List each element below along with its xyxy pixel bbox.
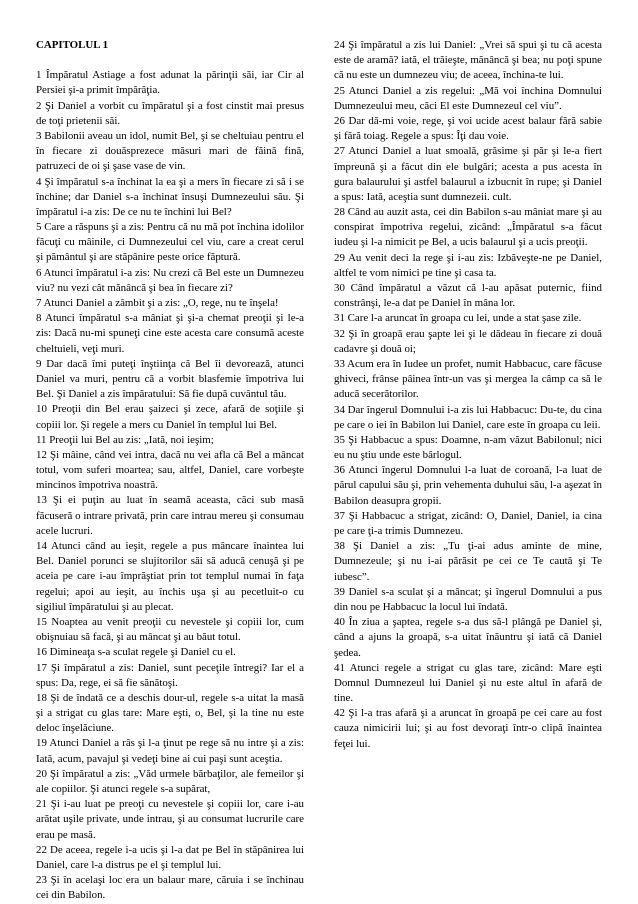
verse-paragraph: 35 Şi Habbacuc a spus: Doamne, n-am văzut Babilonul; nici eu nu ştiu unde este bârlogul.: [334, 433, 602, 462]
verse-paragraph: 16 Dimineaţa s-a sculat regele şi Daniel cu el.: [36, 646, 236, 659]
verse-paragraph: 39 Daniel s-a sculat şi a mâncat; şi îngerul Domnului a pus din nou pe Habbacuc la locul lui îndată.: [334, 585, 602, 613]
verse-paragraph: 7 Atunci Daniel a zâmbit şi a zis: „O, rege, nu te înşela!: [36, 297, 279, 309]
verse-paragraph: 42 Şi l-a tras afară şi a aruncat în groapă pe cei care au fost cauza nimicirii lui; şi au fost devoraţi într-o clipă înaintea feţei lui.: [334, 707, 602, 750]
verse-paragraph: 28 Când au auzit asta, cei din Babilon s-au mâniat mare şi au conspirat împotriva regelui, zicând: „Împăratul s-a făcut iudeu şi l-a nimicit pe Bel, a ucis balaurul şi a ucis preoţii.: [334, 206, 602, 249]
verse-paragraph: 29 Au venit deci la rege şi i-au zis: Izbăveşte-ne pe Daniel, altfel te vom nimici pe tine şi casa ta.: [334, 251, 602, 279]
verse-paragraph: 10 Preoţii din Bel erau şaizeci şi zece, afară de soţiile şi copiii lor. Şi regele a mers cu Daniel în templul lui Bel.: [36, 403, 304, 431]
verse-paragraph: 19 Atunci Daniel a râs şi l-a ţinut pe rege să nu intre şi a zis: Iată, acum, pavajul şi vedeţi bine ai cui paşi sunt aceştia.: [36, 737, 304, 765]
verse-paragraph: 23 Şi în acelaşi loc era un balaur mare, căruia i se închinau cei din Babilon.: [36, 874, 304, 902]
verse-paragraph: 37 Şi Habbacuc a strigat, zicând: O, Daniel, Daniel, ia cina pe care ţi-a trimis Dumnezeu.: [334, 509, 602, 537]
verse-paragraph: 4 Şi împăratul s-a închinat la ea şi a mers în fiecare zi să i se închine; dar Daniel s-a închinat însuşi Dumnezeului său. Şi împăratul i-a zis: De ce nu te închini lui Bel?: [36, 175, 304, 218]
verse-paragraph: 20 Şi împăratul a zis: „Văd urmele bărbaţilor, ale femeilor şi ale copiilor. Şi atunci regele s-a supărat,: [36, 767, 304, 795]
document-page: [36, 38, 602, 902]
verse-paragraph: 36 Atunci îngerul Domnului l-a luat de coroană, l-a luat de părul capului său şi, prin vehementa duhului său, l-a aşezat în Babilon deasupra gropii.: [334, 464, 602, 507]
chapter-title: CAPITOLUL 1: [36, 39, 109, 51]
left-verse-list: [36, 68, 304, 903]
verse-paragraph: 2 Şi Daniel a vorbit cu împăratul şi a fost cinstit mai presus de toţi prietenii săi.: [36, 99, 304, 127]
verse-paragraph: 17 Şi împăratul a zis: Daniel, sunt peceţile întregi? Iar el a spus: Da, rege, ei să fie sănătoşi.: [36, 661, 304, 689]
verse-paragraph: 12 Şi mâine, când vei intra, dacă nu vei afla că Bel a mâncat totul, vom suferi moartea; sau, altfel, Daniel, care vorbeşte mincinos împotriva noastră.: [36, 448, 304, 492]
verse-paragraph: 22 De aceea, regele i-a ucis şi l-a dat pe Bel în stăpânirea lui Daniel, care l-a distrus pe el şi templul lui.: [36, 843, 304, 871]
verse-paragraph: 41 Atunci regele a strigat cu glas tare, zicând: Mare eşti Domnul Dumnezeul lui Daniel şi nu este altul în afară de tine.: [334, 661, 602, 705]
verse-paragraph: 18 Şi de îndată ce a deschis dour-ul, regele s-a uitat la masă şi a strigat cu glas tare: Mare eşti, o, Bel, şi la tine nu este deloc înşelăciune.: [36, 691, 304, 735]
verse-paragraph: 30 Când împăratul a văzut că l-au apăsat puternic, fiind constrânşi, le-a dat pe Daniel în mâna lor.: [334, 282, 602, 310]
verse-paragraph: 31 Care l-a aruncat în groapa cu lei, unde a stat şase zile.: [334, 312, 582, 325]
verse-paragraph: 9 Dar dacă îmi puteţi înştiinţa că Bel îi devorează, atunci Daniel va muri, pentru că a vorbit blasfemie împotriva lui Bel. Şi Daniel a zis împăratului: Să fie după cuvântul tău.: [36, 357, 304, 401]
verse-paragraph: 13 Şi ei puţin au luat în seamă aceasta, căci sub masă făcuseră o intrare privată, prin care intrau mereu şi consumau acele lucruri.: [36, 494, 304, 537]
verse-paragraph: 34 Dar îngerul Domnului i-a zis lui Habbacuc: Du-te, du cina pe care o iei în Babilon lui Daniel, care este în groapa cu leii.: [334, 403, 602, 431]
left-column: [36, 38, 304, 904]
verse-paragraph: 3 Babilonii aveau un idol, numit Bel, şi se cheltuiau pentru el în fiecare zi douăsprezece măsuri mari de făină fină, patruzeci de oi şi şase vase de vin.: [36, 129, 304, 173]
verse-paragraph: 6 Atunci împăratul i-a zis: Nu crezi că Bel este un Dumnezeu viu? nu vezi cât mănâncă şi bea în fiecare zi?: [36, 266, 304, 294]
verse-paragraph: 5 Care a răspuns şi a zis: Pentru că nu mă pot închina idolilor făcuţi cu mâinile, ci Dumnezeului cel viu, care a creat cerul şi pământul şi are stăpânire peste orice făptură.: [36, 221, 304, 264]
verse-paragraph: 25 Atunci Daniel a zis regelui: „Mă voi închina Domnului Dumnezeului meu, căci El este Dumnezeul cel viu”.: [334, 84, 602, 112]
verse-paragraph: 32 Şi în groapă erau şapte lei şi le dădeau în fiecare zi două cadavre şi două oi;: [334, 327, 602, 355]
right-column: [334, 38, 602, 752]
verse-paragraph: 1 Împăratul Astiage a fost adunat la părinţii săi, iar Cir al Persiei şi-a primit împărăţia.: [36, 69, 304, 97]
verse-paragraph: 21 Şi i-au luat pe preoţi cu nevestele şi copiii lor, care i-au arătat uşile private, unde intrau, şi au consumat lucrurile care erau pe masă.: [36, 798, 304, 841]
verse-paragraph: 24 Şi împăratul a zis lui Daniel: „Vrei să spui şi tu că acesta este de aramă? iată, el trăieşte, mănâncă şi bea; nu poţi spune că nu este un dumnezeu viu; de aceea, închina-te lui.: [334, 39, 602, 82]
verse-paragraph: 38 Şi Daniel a zis: „Tu ţi-ai adus aminte de mine, Dumnezeule; şi nu i-ai părăsit pe cei ce Te caută şi Te iubesc”.: [334, 540, 602, 583]
verse-paragraph: 40 În ziua a şaptea, regele s-a dus să-l plângă pe Daniel şi, când a ajuns la groapă, s-a uitat înăuntru şi iată că Daniel şedea.: [334, 616, 602, 659]
right-verse-list: [334, 38, 602, 752]
verse-paragraph: 11 Preoţii lui Bel au zis: „Iată, noi ieşim;: [36, 433, 214, 446]
verse-paragraph: 26 Dar dă-mi voie, rege, şi voi ucide acest balaur fără sabie şi fără toiag. Regele a spus: Îţi dau voie.: [334, 114, 602, 143]
verse-paragraph: 15 Noaptea au venit preoţii cu nevestele şi copiii lor, cum obişnuiau să facă, şi au mâncat şi au băut totul.: [36, 615, 304, 644]
verse-paragraph: 27 Atunci Daniel a luat smoală, grăsime şi păr şi le-a fiert împreună şi a făcut din ele bulgări; acesta a pus acesta în gura balaurului şi astfel balaurul a izbucnit în rupe; şi Daniel a spus: Iată, aceştia sunt dumnezeii. cult.: [334, 145, 602, 203]
verse-paragraph: 33 Acum era în Iudee un profet, numit Habbacuc, care făcuse ghiveci, frânse pâinea într-un vas şi mergea la câmp ca să le aducă secerătorilor.: [334, 357, 602, 401]
verse-paragraph: 8 Atunci împăratul s-a mâniat şi şi-a chemat preoţii şi le-a zis: Dacă nu-mi spuneţi cine este acesta care consumă aceste cheltuieli, veţi muri.: [36, 312, 304, 355]
verse-paragraph: 14 Atunci când au ieşit, regele a pus mâncare înaintea lui Bel. Daniel porunci se slujitorilor săi să aducă cenuşă şi pe aceia pe care i-au împrăştiat prin tot templul numai în faţa regelui; apoi au ieşit, au închis uşa şi au pecetluit-o cu sigiliul împăratului şi au plecat.: [36, 540, 304, 613]
